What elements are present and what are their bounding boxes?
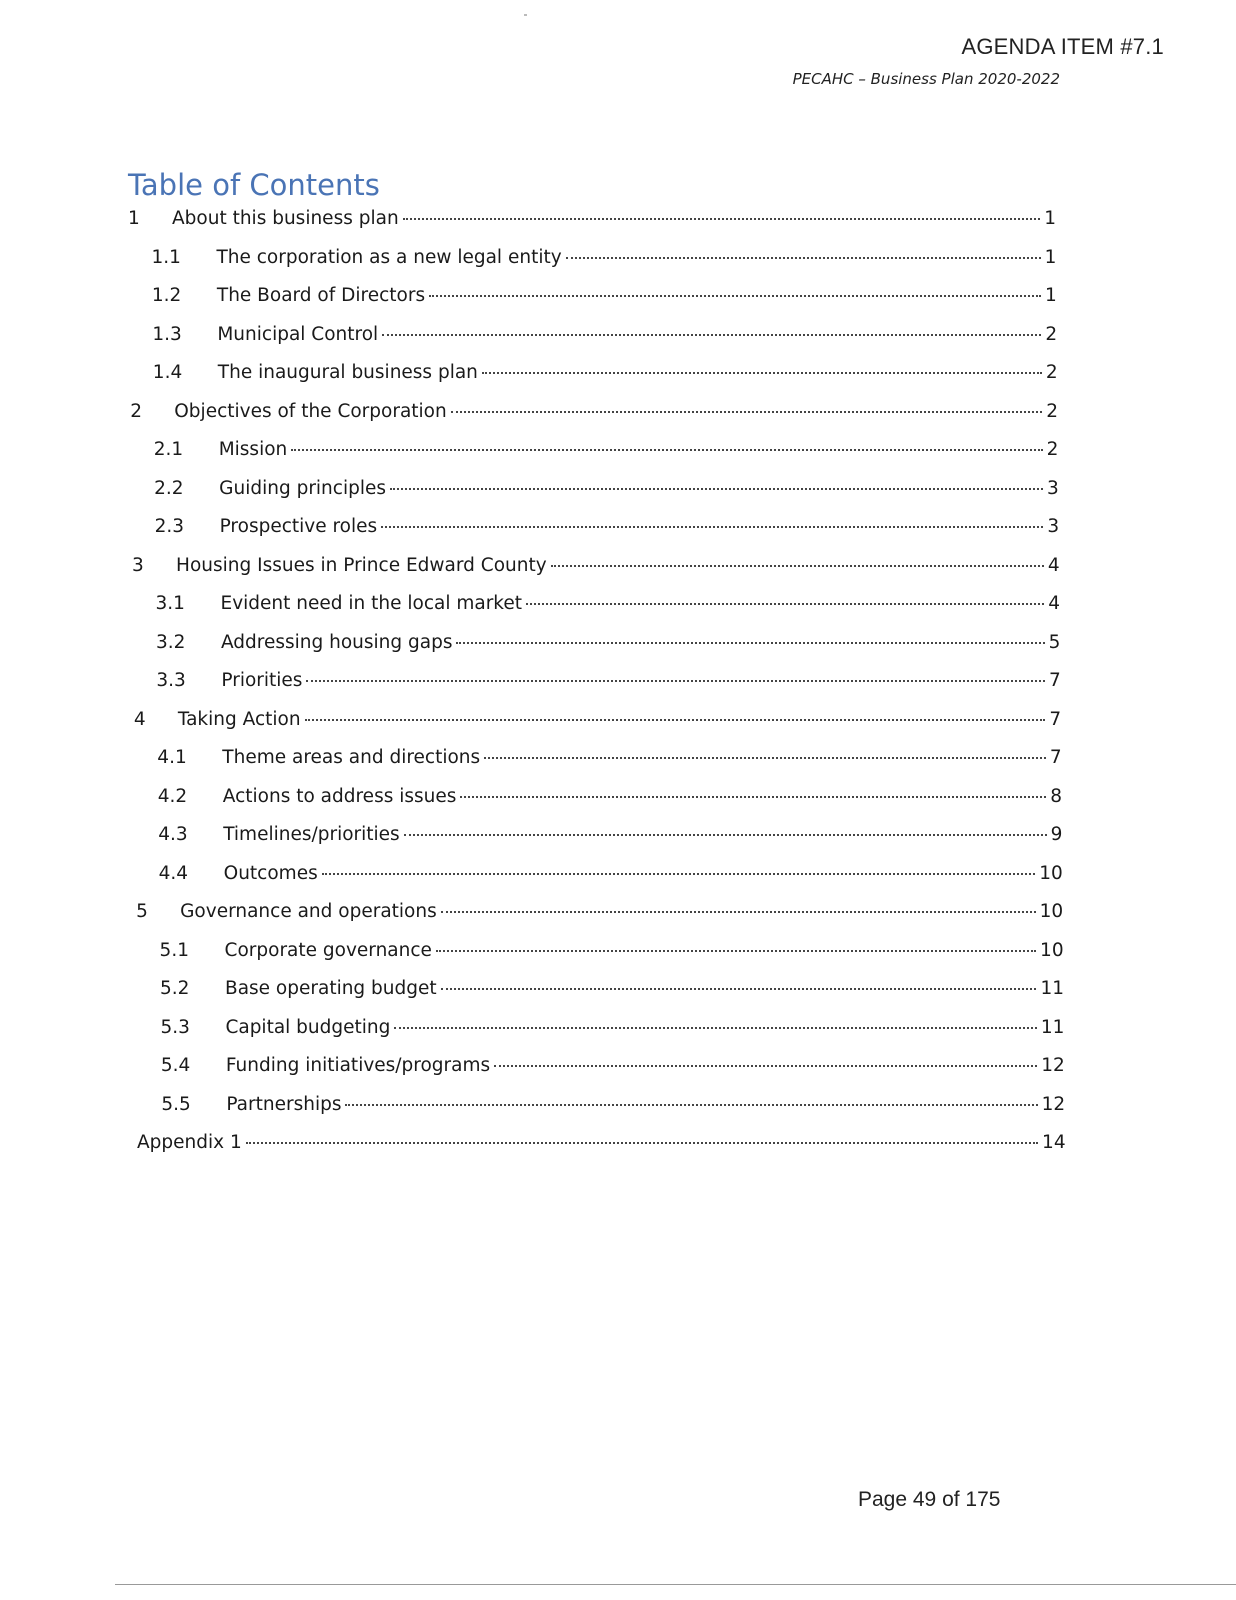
toc-entry-number: 5.4 (160, 1055, 191, 1076)
toc-entry-number: 3.1 (155, 593, 185, 614)
toc-entry-page: 7 (1049, 708, 1062, 730)
toc-entry-page: 5 (1048, 631, 1061, 653)
toc-entry-page: 10 (1039, 901, 1064, 922)
scan-speck (524, 14, 527, 16)
toc-entry-page: 4 (1048, 593, 1060, 614)
toc-entry-number: 1.4 (152, 362, 183, 383)
toc-dot-leader (291, 449, 1042, 451)
toc-section-entry[interactable] (128, 208, 1056, 238)
toc-dot-leader (551, 565, 1044, 567)
toc-dot-leader (566, 257, 1041, 259)
toc-entry-label: Corporate governance (224, 939, 432, 961)
page-number: Page 49 of 175 (858, 1488, 1001, 1511)
toc-entry-number: 1.2 (151, 285, 182, 306)
toc-entry-label: The inaugural business plan (217, 362, 478, 383)
toc-entry-number: 4.1 (157, 747, 187, 768)
toc-entry-number: 5.1 (159, 939, 189, 961)
bottom-rule (115, 1584, 1236, 1585)
toc-entry-number: 3.2 (155, 631, 186, 653)
toc-dot-leader (494, 1065, 1037, 1067)
toc-entry-label: Governance and operations (180, 901, 437, 922)
toc-dot-leader (305, 719, 1046, 721)
toc-entry-number: 1 (128, 208, 140, 229)
toc-dot-leader (451, 411, 1042, 413)
toc-entry-page: 1 (1045, 285, 1057, 306)
toc-entry-page: 12 (1041, 1055, 1065, 1076)
toc-entry-number: 5 (136, 901, 148, 922)
toc-entry-label: Municipal Control (217, 323, 379, 345)
toc-subsection-entry[interactable] (161, 1094, 1065, 1124)
toc-entry-label: Partnerships (226, 1093, 342, 1115)
toc-entry-page: 12 (1041, 1093, 1066, 1115)
toc-dot-leader (322, 873, 1036, 875)
toc-entry-page: 10 (1040, 939, 1064, 961)
toc-dot-leader (441, 988, 1037, 990)
toc-entry-label: Housing Issues in Prince Edward County (176, 554, 547, 576)
toc-entry-label: Addressing housing gaps (220, 631, 453, 653)
toc-dot-leader (246, 1142, 1038, 1144)
toc-subsection-entry[interactable] (160, 1017, 1064, 1047)
toc-entry-page: 1 (1044, 208, 1056, 229)
toc-dot-leader (429, 295, 1041, 297)
toc-subsection-entry[interactable] (160, 978, 1064, 1008)
toc-subsection-entry[interactable] (156, 670, 1060, 700)
toc-dot-leader (345, 1104, 1037, 1106)
toc-entry-label: Mission (218, 439, 288, 460)
toc-entry-number: 2 (130, 400, 143, 422)
toc-entry-label: Capital budgeting (225, 1016, 391, 1038)
toc-entry-label: Actions to address issues (222, 785, 457, 807)
toc-subsection-entry[interactable] (153, 362, 1058, 392)
toc-subsection-entry[interactable] (157, 747, 1061, 777)
toc-entry-page: 11 (1040, 1016, 1065, 1038)
toc-entry-page: 1 (1044, 246, 1057, 268)
toc-subsection-entry[interactable] (160, 940, 1064, 970)
toc-entry-page: 4 (1047, 554, 1060, 576)
toc-entry-number: 5.5 (161, 1093, 191, 1115)
toc-section-entry[interactable] (132, 555, 1060, 585)
toc-entry-page: 2 (1046, 439, 1059, 460)
toc-entry-number: 4.3 (158, 824, 188, 845)
toc-section-entry[interactable] (136, 901, 1063, 931)
toc-entry-page: 11 (1040, 978, 1064, 999)
toc-entry-number: 3 (132, 554, 144, 576)
toc-dot-leader (436, 950, 1036, 952)
toc-entry-label: Evident need in the local market (220, 593, 523, 614)
toc-dot-leader (390, 488, 1043, 490)
toc-entry-label: Funding initiatives/programs (225, 1055, 491, 1076)
toc-entry-number: 2.3 (154, 516, 185, 537)
toc-heading: Table of Contents (128, 168, 380, 202)
toc-subsection-entry[interactable] (154, 439, 1059, 469)
toc-dot-leader (381, 526, 1043, 528)
toc-subsection-entry[interactable] (155, 516, 1060, 546)
toc-entry-number: 5.2 (160, 978, 190, 999)
toc-entry-number: 5.3 (160, 1016, 190, 1038)
toc-entry-number: 1.3 (152, 323, 182, 345)
toc-entry-label: Guiding principles (219, 477, 387, 499)
toc-entry-number: 4.4 (158, 862, 189, 884)
toc-entry-page: 2 (1046, 400, 1058, 422)
toc-entry-label: Theme areas and directions (222, 747, 481, 768)
toc-entry-page: 8 (1050, 785, 1062, 807)
toc-entry-label: Base operating budget (225, 978, 437, 999)
toc-subsection-entry[interactable] (152, 324, 1057, 354)
toc-entry-label: Taking Action (177, 708, 301, 730)
toc-dot-leader (456, 642, 1044, 644)
toc-dot-leader (526, 603, 1044, 605)
toc-subsection-entry[interactable] (156, 593, 1061, 623)
toc-dot-leader (482, 372, 1042, 374)
toc-section-entry[interactable] (130, 401, 1058, 431)
toc-entry-label: Timelines/priorities (223, 824, 400, 845)
toc-subsection-entry[interactable] (158, 824, 1062, 854)
toc-entry-page: 14 (1042, 1132, 1066, 1153)
toc-entry-label: Objectives of the Corporation (174, 400, 447, 422)
toc-entry-number: 2.1 (153, 439, 184, 460)
toc-subsection-entry[interactable] (154, 478, 1059, 508)
toc-subsection-entry[interactable] (161, 1055, 1065, 1085)
toc-subsection-entry[interactable] (158, 786, 1062, 816)
toc-entry-label: Outcomes (223, 862, 318, 884)
toc-entry-label: Appendix 1 (137, 1132, 242, 1153)
toc-dot-leader (403, 218, 1041, 220)
toc-entry-label: Priorities (221, 670, 303, 691)
toc-dot-leader (484, 757, 1046, 759)
toc-entry-label: About this business plan (172, 208, 399, 229)
toc-entry-number: 1.1 (151, 246, 181, 268)
toc-entry-page: 3 (1047, 477, 1059, 499)
toc-entry-number: 2.2 (154, 477, 184, 499)
toc-appendix-entry[interactable] (137, 1132, 1066, 1162)
toc-entry-number: 4 (133, 708, 146, 730)
toc-subsection-entry[interactable] (151, 247, 1056, 277)
toc-subsection-entry[interactable] (156, 632, 1060, 662)
toc-entry-page: 2 (1045, 323, 1058, 345)
toc-entry-page: 3 (1047, 516, 1060, 537)
toc-entry-page: 7 (1049, 747, 1062, 768)
toc-entry-page: 9 (1050, 824, 1063, 845)
toc-dot-leader (394, 1027, 1036, 1029)
toc-entry-label: Prospective roles (219, 516, 378, 537)
toc-section-entry[interactable] (134, 709, 1061, 739)
toc-entry-page: 7 (1049, 670, 1061, 691)
toc-entry-page: 2 (1045, 362, 1058, 383)
document-subtitle: PECAHC – Business Plan 2020-2022 (792, 70, 1060, 88)
agenda-item-label: AGENDA ITEM #7.1 (961, 34, 1164, 59)
toc-entry-number: 3.3 (156, 670, 186, 691)
toc-dot-leader (404, 834, 1047, 836)
toc-entry-number: 4.2 (157, 785, 188, 807)
toc-dot-leader (382, 334, 1041, 336)
toc-entry-label: The corporation as a new legal entity (216, 246, 562, 268)
toc-subsection-entry[interactable] (159, 863, 1063, 893)
toc-dot-leader (460, 796, 1046, 798)
toc-subsection-entry[interactable] (152, 285, 1057, 315)
toc-entry-label: The Board of Directors (216, 285, 426, 306)
toc-entry-page: 10 (1039, 862, 1063, 884)
toc-dot-leader (441, 911, 1036, 913)
toc-dot-leader (306, 680, 1045, 682)
